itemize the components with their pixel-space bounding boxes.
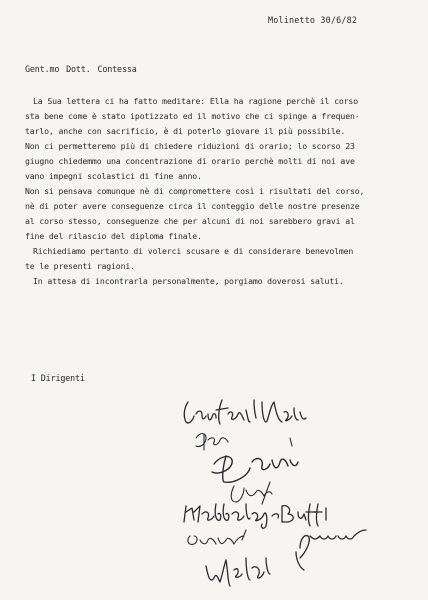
body-line: al corso stesso, conseguenze che per alcuni di noi sarebbero gravi al <box>25 216 355 226</box>
body-line: giugno chiedemmo una concentrazione di orario perchè molti di noi ave <box>25 156 355 166</box>
body-line: In attesa di incontrarla personalmente, porgiamo doverosi saluti. <box>33 276 344 286</box>
signature <box>188 530 246 544</box>
body-line: nè di poter avere conseguenze circa il conteggio delle nostre presenze <box>25 201 360 211</box>
body-line: vano impegni scolastici di fine anno. <box>25 171 202 181</box>
signature <box>231 482 272 504</box>
signature <box>206 558 270 586</box>
signature <box>212 456 298 482</box>
signature <box>296 530 366 570</box>
signature <box>196 434 292 451</box>
body-line: fine del rilascio del diploma finale. <box>25 231 202 241</box>
handwritten-signatures <box>0 390 428 600</box>
place-date: Molinetto 30/6/82 <box>268 15 358 25</box>
body-line: tarlo, anche con sacrificio, è di poterlo giovare il più possibile. <box>25 126 346 136</box>
salutation: Gent.mo Dott. Contessa <box>25 64 137 74</box>
body-line: te le presenti ragioni. <box>25 261 135 271</box>
signature <box>184 400 306 424</box>
body-line: sta bene come è stato ipotizzato ed il motivo che ci spinge a frequen- <box>25 111 360 121</box>
signature <box>184 504 326 528</box>
body-line: Non ci permetteremo più di chiedere riduzioni di orario; lo scorso 23 <box>25 141 355 151</box>
signoff: I Dirigenti <box>31 373 85 383</box>
body-line: La Sua lettera ci ha fatto meditare: Ella ha ragione perchè il corso <box>33 96 358 106</box>
body-line: Non si pensava comunque nè di compromettere così i risultati del corso, <box>25 186 365 196</box>
body-line: Richiediamo pertanto di volerci scusare e di considerare benevolmen <box>33 246 354 256</box>
